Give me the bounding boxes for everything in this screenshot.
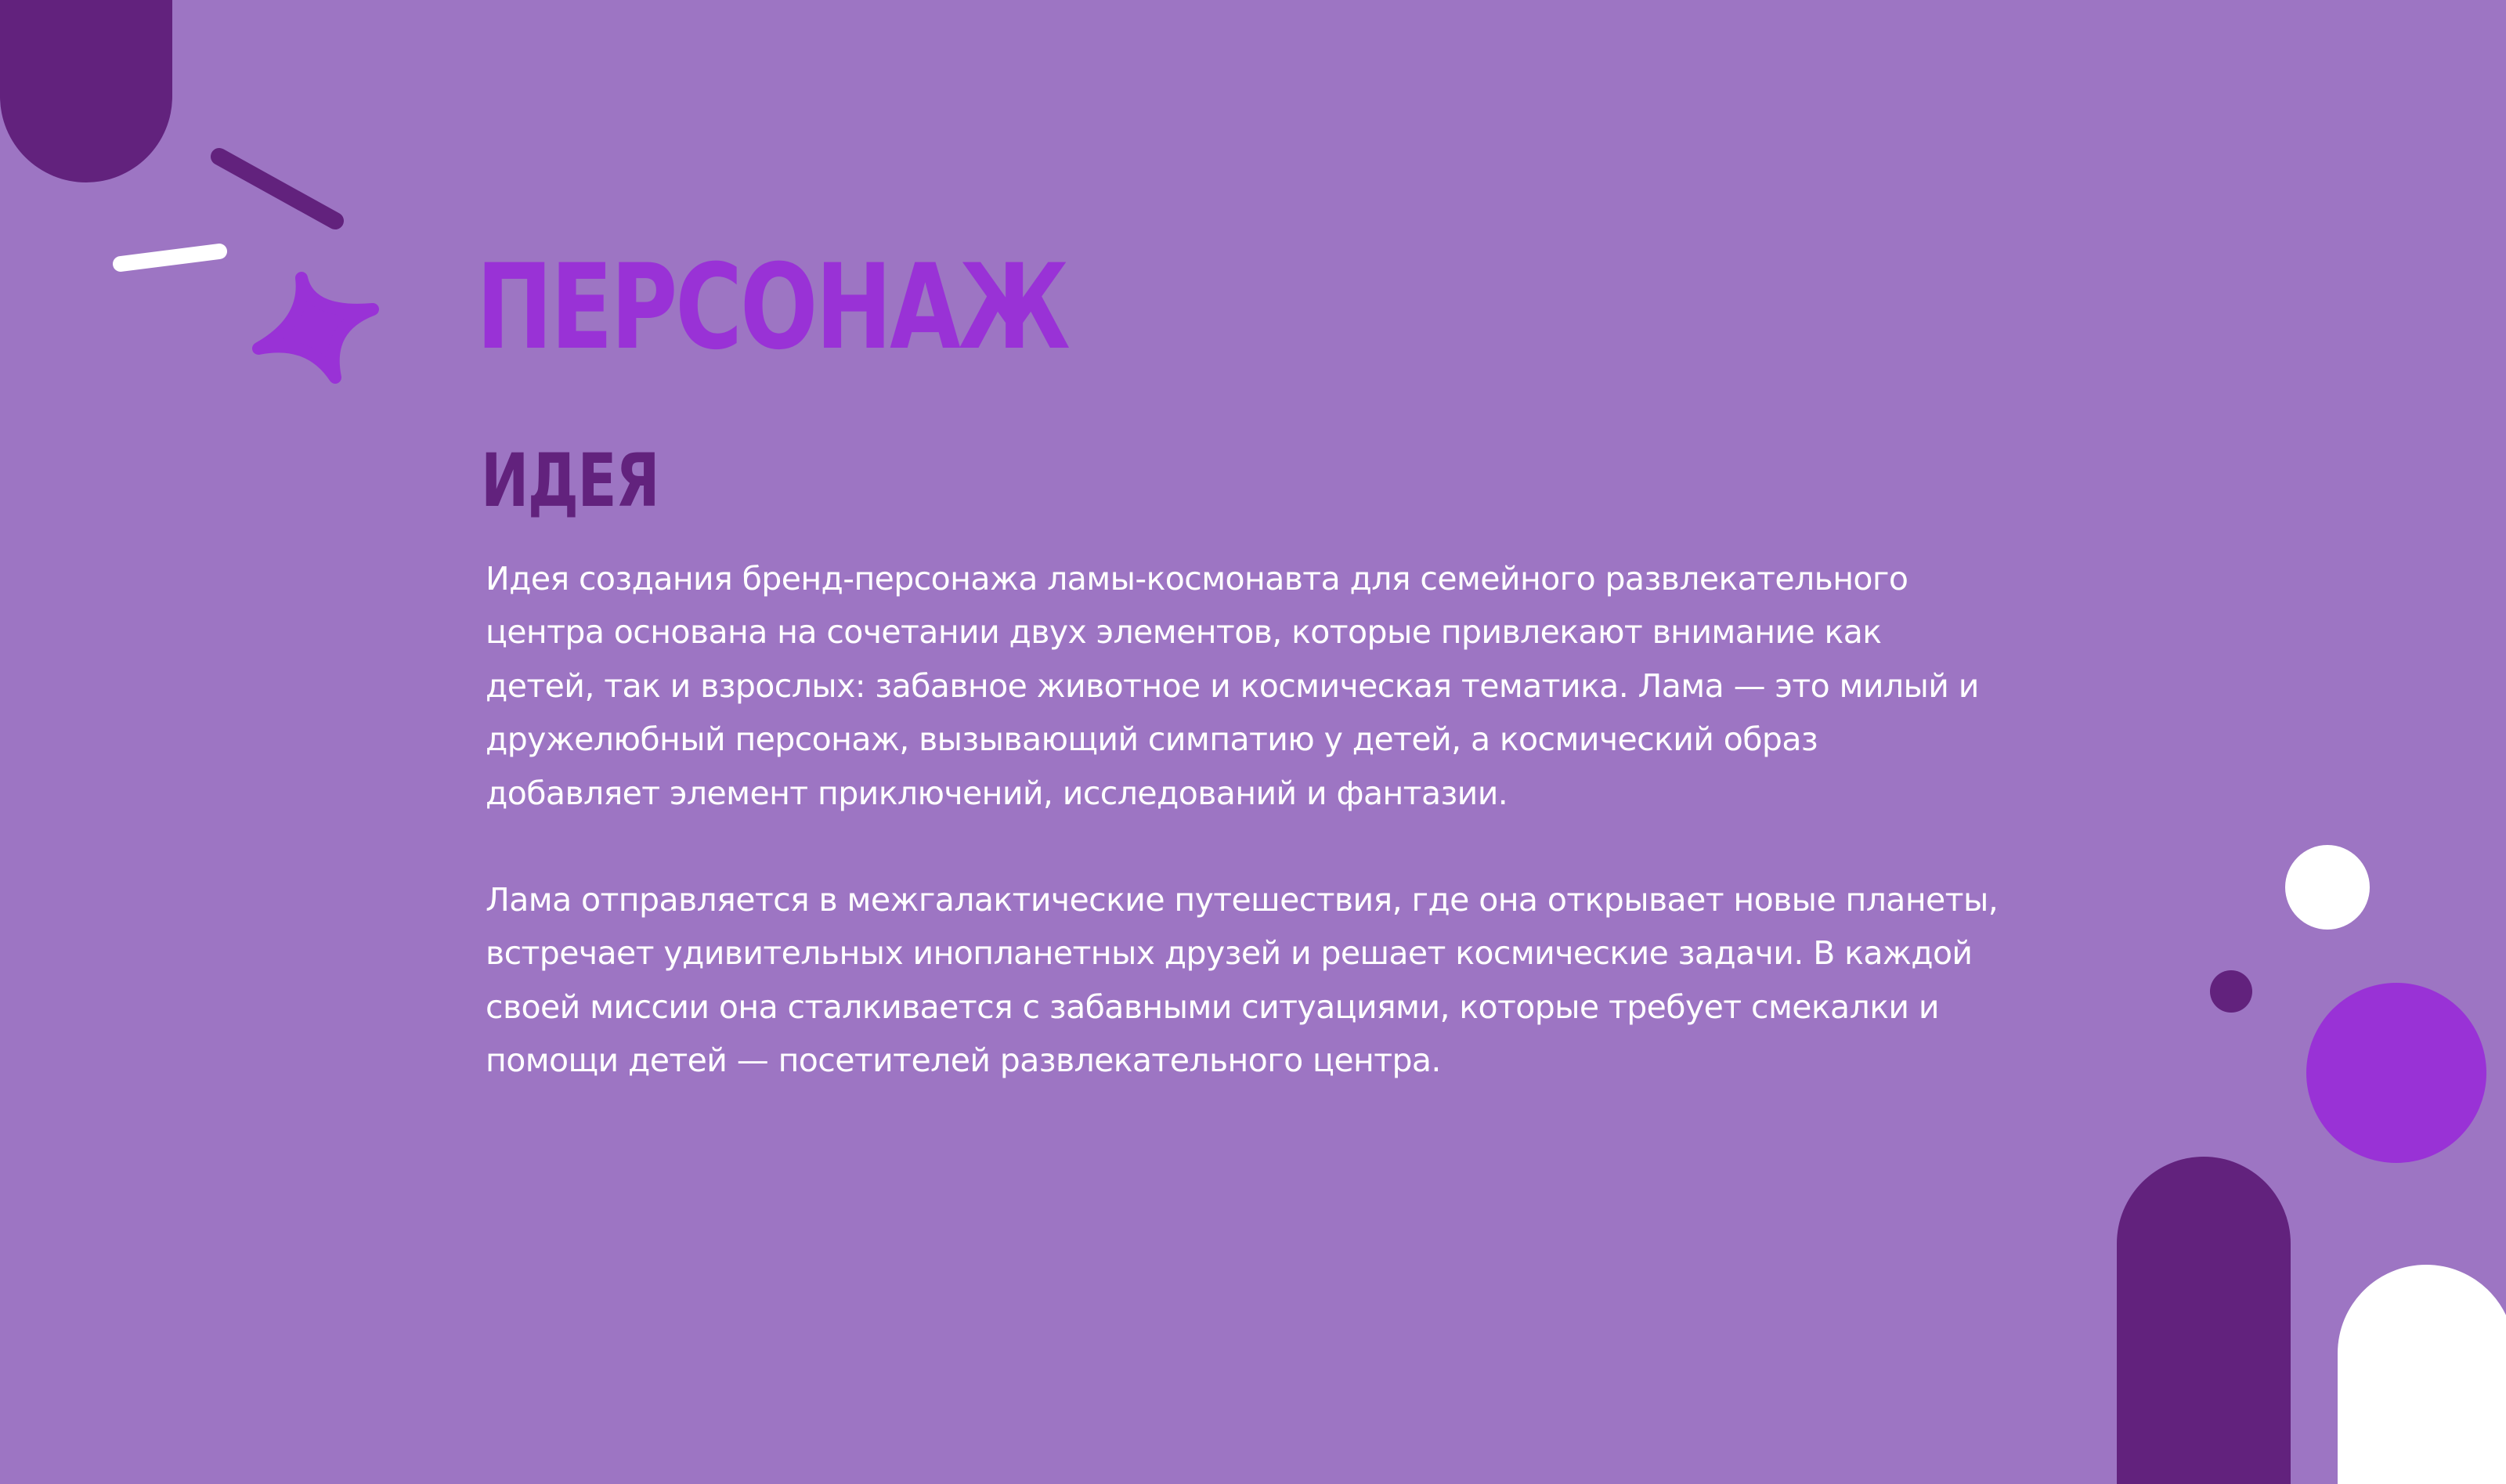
- purple-circle: [2306, 983, 2486, 1163]
- page-title: ПЕРСОНАЖ: [476, 240, 1068, 376]
- dark-purple-dash: [219, 157, 335, 221]
- body-paragraph: Идея создания бренд-персонажа ламы-космонавта для семейного развлекательного центра основана на сочетании двух элементов, которые привлекают внимание как детей, так и взрослых: забавное животное и космическая тематика. Лама — это милый и дружелюбный персонаж, вызывающий симпатию у детей, а космический образ добавляет элемент приключений, исследований и фантазии.: [486, 560, 1979, 812]
- section-title: ИДЕЯ: [481, 439, 659, 524]
- dark-purple-arch-bottom: [2117, 1157, 2291, 1484]
- small-dark-purple-dot: [2210, 970, 2252, 1013]
- bottom-right-decorations: [2067, 814, 2506, 1484]
- body-paragraph: Лама отправляется в межгалактические путешествия, где она открывает новые планеты, встречает удивительных инопланетных друзей и решает космические задачи. В каждой своей миссии она сталкивается с забавными ситуациями, которые требует смекалки и помощи детей — посетителей развлекательного центра.: [486, 881, 1999, 1080]
- white-dash: [121, 251, 219, 264]
- purple-four-point-star: [258, 278, 373, 377]
- top-left-decorations: [0, 0, 407, 407]
- white-circle: [2285, 845, 2370, 930]
- dark-purple-arch-top-left: [0, 0, 172, 182]
- white-arch-bottom-right: [2338, 1265, 2506, 1484]
